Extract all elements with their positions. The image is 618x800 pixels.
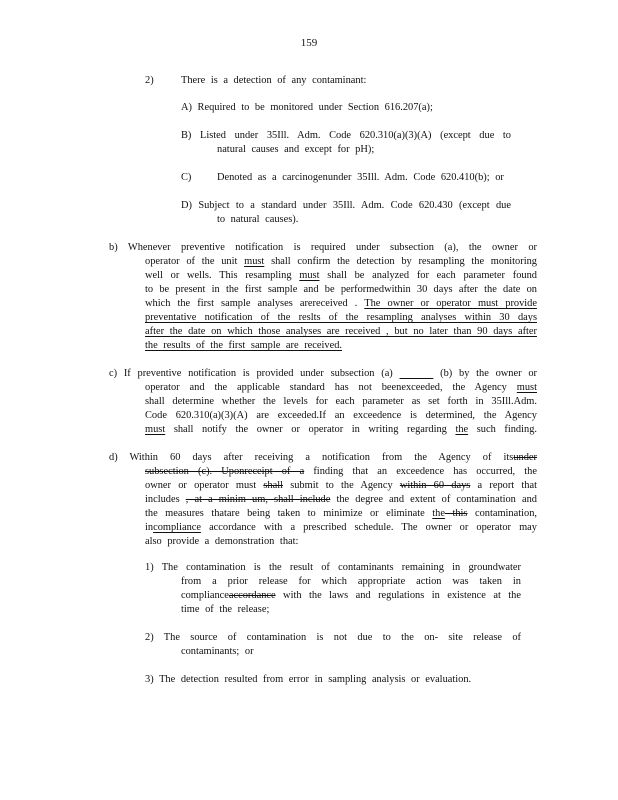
para-b-line-2: operator of the unit must shall confirm the detection by resampling the monitoring	[145, 256, 537, 267]
sub-item-b-line-2: natural causes and except for pH);	[217, 144, 375, 155]
para-d-line-3: owner or operator must shall submit to the Agency within 60 days a report that	[145, 480, 537, 491]
sub-item-a-text: A) Required to be monitored under Section 616.207(a);	[181, 102, 433, 113]
para-d-line-4: includes , at a minim um, shall include the degree and extent of contamination and	[145, 494, 537, 505]
sub-1-line-4: time of the release;	[181, 604, 270, 615]
sub-item-2	[145, 631, 521, 659]
deleted-text: under	[513, 452, 537, 463]
sub-2-line-2: contaminants; or	[181, 646, 254, 657]
para-d-line-1: d) Within 60 days after receiving a notification from the Agency of itsunder	[109, 452, 537, 463]
inserted-text: must	[145, 424, 166, 435]
sub-item-a	[181, 101, 433, 115]
deleted-text: this	[444, 508, 468, 519]
sub-item-d-line-2: to natural causes).	[217, 214, 299, 225]
para-c-line-2: operator and the applicable standard has not beenexceeded, the Agency must	[145, 382, 537, 393]
deleted-text: , at a minim um, shall include	[185, 494, 331, 505]
sub-item-d	[181, 199, 511, 227]
inserted-text: The owner or operator must provide	[364, 298, 537, 309]
para-d-line-7: also provide a demonstration that:	[145, 536, 299, 547]
sub-1-line-3: complianceaccordance with the laws and regulations in existence at the	[181, 590, 521, 601]
deleted-text: subsection (c). Uponreceipt of a	[145, 466, 305, 477]
page-number: 159	[300, 37, 318, 49]
sub-item-c-label: C)	[181, 172, 192, 183]
sub-item-b	[181, 129, 511, 157]
inserted-text: the	[455, 424, 469, 435]
para-b-line-3: well or wells. This resampling must shall be analyzed for each parameter found	[145, 270, 537, 281]
para-b-line-7: after the date on which those analyses are received , but no later than 90 days after	[145, 326, 537, 337]
para-d-line-6: incompliance accordance with a prescribed schedule. The owner or operator may	[145, 522, 537, 533]
sub-1-line-1: 1) The contamination is the result of contaminants remaining in groundwater	[145, 562, 521, 573]
para-d-line-5: the measures thatare being taken to minimize or eliminate the this contamination,	[145, 508, 537, 519]
sub-3-line-1: 3) The detection resulted from error in sampling analysis or evaluation.	[145, 674, 472, 685]
item-text: There is a detection of any contaminant:	[181, 75, 367, 86]
list-item-2	[145, 74, 366, 88]
inserted-text: compliance	[153, 522, 201, 533]
para-b-line-6: preventative notification of the reslts of the resampling analyses within 30 days	[145, 312, 537, 323]
inserted-text: must	[299, 270, 320, 281]
item-label: 2)	[145, 75, 154, 86]
sub-item-d-line-1: D) Subject to a standard under 35Ill. Adm. Code 620.430 (except due	[181, 200, 511, 211]
para-b-line-8: the results of the first sample are received.	[145, 340, 342, 351]
paragraph-b	[109, 241, 537, 353]
sub-item-3	[145, 673, 471, 687]
paragraph-d	[109, 451, 537, 549]
inserted-text: the	[432, 508, 445, 519]
sub-2-line-1: 2) The source of contamination is not due to the on- site release of	[145, 632, 521, 643]
para-c-line-1: c) If preventive notification is provided under subsection (a) (b) by the owner or	[109, 368, 537, 379]
sub-1-line-2: from a prior release for which appropriate action was taken in	[181, 576, 521, 587]
sub-item-1	[145, 561, 521, 617]
para-b-line-4: to be present in the first sample and be performedwithin 30 days after the date on	[145, 284, 537, 295]
sub-item-c	[181, 171, 504, 185]
sub-item-c-text: Denoted as a carcinogenunder 35Ill. Adm. Code 620.410(b); or	[217, 172, 504, 183]
deleted-text: shall	[263, 480, 283, 491]
inserted-text: must	[244, 256, 265, 267]
deleted-text: within 60 days	[399, 480, 471, 491]
para-b-line-5: which the first sample analyses arereceived . The owner or operator must provide	[145, 298, 537, 309]
sub-item-b-line-1: B) Listed under 35Ill. Adm. Code 620.310(a)(3)(A) (except due to	[181, 130, 511, 141]
paragraph-c	[109, 367, 537, 437]
para-c-line-3: shall determine whether the levels for each parameter as set forth in 35Ill.Adm.	[145, 396, 537, 407]
inserted-text: must	[516, 382, 537, 393]
para-c-line-5: must shall notify the owner or operator in writing regarding the such finding.	[145, 424, 538, 435]
deleted-text: accordance	[228, 590, 276, 601]
para-d-line-2: subsection (c). Uponreceipt of a finding that an exceedence has occurred, the	[145, 466, 537, 477]
para-b-line-1: b) Whenever preventive notification is required under subsection (a), the owner or	[109, 242, 537, 253]
para-c-line-4: Code 620.310(a)(3)(A) are exceeded.If an exceedence is determined, the Agency	[145, 410, 537, 421]
